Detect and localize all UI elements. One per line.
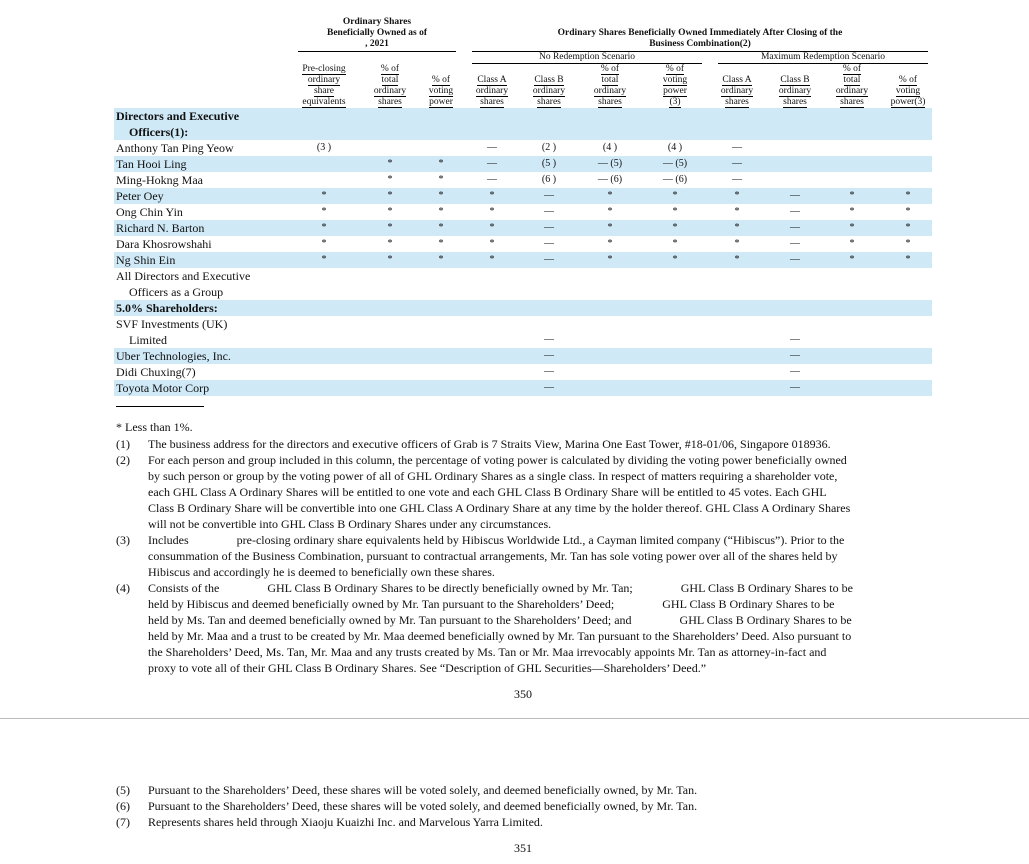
column-header-line: power: [429, 97, 453, 107]
column-header-6: [584, 64, 636, 108]
table-cell: *: [438, 222, 444, 233]
table-cell: (4 ): [667, 142, 683, 153]
footnote-line: held by Mr. Maa and a trust to be created by Mr. Maa deemed beneficially owned by Mr. Tan pursuant to the Shareholders’ Deed. Also pursuant to: [148, 629, 852, 643]
footnote-line: held by Hibiscus and deemed beneficially owned by Mr. Tan pursuant to the Shareholders’ Deed; GHL Class B Ordinary Shares to be: [148, 597, 835, 611]
table-cell: *: [607, 206, 613, 217]
table-cell: *: [905, 222, 911, 233]
table-cell: — (5): [597, 158, 623, 169]
footnote-line: consummation of the Business Combination, pursuant to contractual arrangements, Mr. Tan has sole voting power over all of the shares held by: [148, 549, 838, 563]
row-label: Ong Chin Yin: [116, 205, 183, 219]
table-cell: — (5): [662, 158, 688, 169]
group-header-after-closing: Ordinary Shares Beneficially Owned Immediately After Closing of the Business Combination(2): [557, 28, 843, 49]
table-cell: —: [790, 334, 800, 345]
column-header-line: voting: [662, 75, 688, 85]
table-cell: —: [732, 158, 742, 169]
table-cell: — (6): [662, 174, 688, 185]
footnote-number: (1): [116, 437, 130, 451]
table-cell: *: [321, 222, 327, 233]
column-header-line: ordinary: [835, 86, 869, 96]
table-cell: *: [607, 254, 613, 265]
column-header-line: equivalents: [302, 97, 346, 107]
footnote-line: proxy to vote all of their GHL Class B Ordinary Shares. See “Description of GHL Securities—Shareholders’ Deed.”: [148, 661, 707, 675]
table-cell: —: [790, 350, 800, 361]
column-header-5: [524, 75, 574, 108]
footnote-line: Hibiscus and accordingly he is deemed to beneficially own these shares.: [148, 565, 495, 579]
table-cell: *: [734, 206, 740, 217]
table-cell: —: [544, 254, 554, 265]
table-cell: —: [487, 174, 497, 185]
footnote-line: the Shareholders’ Deed, Ms. Tan, Mr. Maa and any trusts created by Ms. Tan or Mr. Maa irrevocably appoints Mr. Tan as attorney-in-fact and: [148, 645, 827, 659]
row-label: Officers as a Group: [129, 285, 224, 299]
column-header-line: share: [313, 86, 335, 96]
column-header-2: [364, 64, 416, 108]
group-underline-current: [298, 51, 456, 52]
row-label: Peter Oey: [116, 189, 164, 203]
table-cell: *: [321, 206, 327, 217]
table-cell: (6 ): [541, 174, 557, 185]
column-header-line: % of: [380, 64, 400, 74]
column-header-line: ordinary: [532, 86, 566, 96]
table-cell: —: [544, 350, 554, 361]
column-header-line: Class B: [780, 75, 810, 85]
table-cell: *: [438, 254, 444, 265]
footnote-line: held by Ms. Tan and deemed beneficially owned by Mr. Tan pursuant to the Shareholders’ Deed; and GHL Class B Ordinary Shares to be: [148, 613, 852, 627]
table-cell: (4 ): [602, 142, 618, 153]
footnote-number: (6): [116, 799, 130, 813]
column-header-line: shares: [783, 97, 807, 107]
column-header-line: Class A: [477, 75, 507, 85]
column-header-4: [469, 75, 515, 108]
table-cell: *: [489, 206, 495, 217]
column-header-line: ordinary: [778, 86, 812, 96]
no-redemption-header: No Redemption Scenario: [538, 52, 636, 62]
table-cell: *: [387, 206, 393, 217]
footnote-line: The business address for the directors and executive officers of Grab is 7 Straits View, Marina One East Tower, #18-01/06, Singapore 018936.: [148, 437, 831, 451]
column-header-line: Pre-closing: [302, 64, 346, 74]
table-cell: —: [544, 382, 554, 393]
table-cell: *: [607, 238, 613, 249]
column-header-line: shares: [598, 97, 622, 107]
table-cell: *: [321, 254, 327, 265]
column-header-line: shares: [840, 97, 864, 107]
row-label: Ng Shin Ein: [116, 253, 176, 267]
table-cell: *: [489, 254, 495, 265]
footnote-line: For each person and group included in this column, the percentage of voting power is calculated by dividing the voting power beneficially owned: [148, 453, 847, 467]
table-cell: —: [790, 382, 800, 393]
column-header-line: Class A: [722, 75, 752, 85]
row-label: Didi Chuxing(7): [116, 365, 196, 379]
column-header-line: voting: [428, 86, 454, 96]
max-redemption-header: Maximum Redemption Scenario: [760, 52, 885, 62]
table-cell: *: [387, 190, 393, 201]
column-header-line: % of: [431, 75, 451, 85]
column-header-line: Class B: [534, 75, 564, 85]
table-cell: *: [849, 222, 855, 233]
row-label: Directors and Executive: [116, 109, 240, 123]
footnote-line: Represents shares held through Xiaoju Kuaizhi Inc. and Marvelous Yarra Limited.: [148, 815, 543, 829]
row-label: Limited: [129, 333, 167, 347]
column-header-11: [883, 75, 933, 108]
table-cell: *: [734, 222, 740, 233]
column-header-8: [713, 75, 761, 108]
column-header-line: total: [601, 75, 619, 85]
column-header-line: power: [663, 86, 687, 96]
column-header-line: % of: [665, 64, 685, 74]
table-cell: —: [790, 238, 800, 249]
table-cell: *: [672, 254, 678, 265]
table-cell: *: [438, 158, 444, 169]
table-cell: —: [790, 254, 800, 265]
table-cell: *: [607, 190, 613, 201]
table-cell: *: [734, 238, 740, 249]
footnote-number: (5): [116, 783, 130, 797]
table-cell: *: [905, 190, 911, 201]
column-header-line: ordinary: [475, 86, 509, 96]
table-cell: *: [905, 206, 911, 217]
page-number-350: 350: [514, 687, 532, 701]
page-divider: [0, 718, 1029, 719]
row-label: Anthony Tan Ping Yeow: [116, 141, 234, 155]
table-cell: —: [544, 366, 554, 377]
table-cell: *: [489, 190, 495, 201]
row-label: 5.0% Shareholders:: [116, 301, 218, 315]
column-header-line: total: [843, 75, 861, 85]
row-label: Ming-Hokng Maa: [116, 173, 203, 187]
column-header-10: [826, 64, 878, 108]
table-cell: *: [387, 238, 393, 249]
column-header-line: ordinary: [720, 86, 754, 96]
footnote-line: Pursuant to the Shareholders’ Deed, these shares will be voted solely, and deemed beneficially owned, by Mr. Tan.: [148, 799, 698, 813]
row-band: [114, 124, 932, 140]
column-header-line: ordinary: [593, 86, 627, 96]
table-cell: —: [732, 174, 742, 185]
column-header-9: [771, 75, 819, 108]
footnote-line: will not be convertible into GHL Class B Ordinary Shares under any circumstances.: [148, 517, 552, 531]
row-label: Richard N. Barton: [116, 221, 205, 235]
column-header-line: ordinary: [373, 86, 407, 96]
table-cell: *: [321, 190, 327, 201]
table-cell: —: [790, 366, 800, 377]
table-cell: *: [438, 238, 444, 249]
table-cell: (2 ): [541, 142, 557, 153]
column-header-line: total: [381, 75, 399, 85]
footnote-number: (3): [116, 533, 130, 547]
footnote-line: by such person or group by the voting power of all of GHL Ordinary Shares as a single class. In respect of matters requiring a shareholder vote,: [148, 469, 838, 483]
footnote-line: Includes pre-closing ordinary share equivalents held by Hibiscus Worldwide Ltd., a Cayman limited company (“Hibiscus”). Prior to the: [148, 533, 845, 547]
column-header-3: [421, 75, 461, 108]
footnote-line: Pursuant to the Shareholders’ Deed, these shares will be voted solely, and deemed beneficially owned, by Mr. Tan.: [148, 783, 698, 797]
table-cell: *: [438, 174, 444, 185]
row-label: Tan Hooi Ling: [116, 157, 187, 171]
table-cell: —: [544, 334, 554, 345]
row-label: Dara Khosrowshahi: [116, 237, 212, 251]
max-redemption-underline: [718, 63, 928, 64]
footnote-line: Class B Ordinary Share will be convertible into one GHL Class A Ordinary Share at any time by the holder thereof. GHL Class A Ordinary Shares: [148, 501, 851, 515]
footnote-line: Consists of the GHL Class B Ordinary Shares to be directly beneficially owned by Mr. Tan; GHL Class B Ordinary Shares to be: [148, 581, 853, 595]
table-cell: *: [672, 222, 678, 233]
row-label: Officers(1):: [129, 125, 189, 139]
footnote-number: (7): [116, 815, 130, 829]
table-cell: —: [544, 206, 554, 217]
table-cell: (3 ): [316, 142, 332, 153]
column-header-line: shares: [378, 97, 402, 107]
table-cell: *: [905, 254, 911, 265]
column-header-line: voting: [895, 86, 921, 96]
row-label: Toyota Motor Corp: [116, 381, 210, 395]
table-cell: *: [321, 238, 327, 249]
column-header-line: ordinary: [307, 75, 341, 85]
row-band: [114, 156, 932, 172]
column-header-line: (3): [669, 97, 681, 107]
table-cell: —: [544, 222, 554, 233]
table-cell: *: [849, 254, 855, 265]
table-cell: —: [790, 222, 800, 233]
table-cell: —: [790, 206, 800, 217]
table-cell: *: [672, 238, 678, 249]
column-header-line: shares: [480, 97, 504, 107]
table-cell: *: [734, 254, 740, 265]
row-label: Uber Technologies, Inc.: [116, 349, 231, 363]
table-cell: *: [849, 238, 855, 249]
row-label: All Directors and Executive: [116, 269, 251, 283]
table-cell: *: [489, 238, 495, 249]
table-cell: —: [732, 142, 742, 153]
table-cell: *: [387, 222, 393, 233]
table-cell: *: [849, 206, 855, 217]
table-cell: —: [790, 190, 800, 201]
table-cell: *: [672, 206, 678, 217]
footnote-number: (4): [116, 581, 130, 595]
footnote-separator: [116, 406, 204, 407]
table-cell: *: [387, 158, 393, 169]
table-cell: *: [607, 222, 613, 233]
column-header-line: % of: [842, 64, 862, 74]
column-header-line: % of: [600, 64, 620, 74]
table-cell: *: [489, 222, 495, 233]
footnote-number: (2): [116, 453, 130, 467]
table-cell: — (6): [597, 174, 623, 185]
table-cell: *: [387, 174, 393, 185]
table-cell: *: [849, 190, 855, 201]
table-cell: *: [905, 238, 911, 249]
table-cell: —: [487, 158, 497, 169]
column-header-line: shares: [725, 97, 749, 107]
table-cell: *: [672, 190, 678, 201]
footnote-less-than-one: * Less than 1%.: [116, 420, 193, 434]
column-header-1: [292, 64, 356, 108]
page-number-351: 351: [514, 841, 532, 855]
column-header-line: % of: [898, 75, 918, 85]
row-label: SVF Investments (UK): [116, 317, 228, 331]
table-cell: —: [544, 238, 554, 249]
table-cell: —: [487, 142, 497, 153]
group-header-current: Ordinary Shares Beneficially Owned as of , 2021: [326, 17, 427, 49]
row-band: [114, 300, 932, 316]
column-header-line: power(3): [890, 97, 926, 107]
table-cell: (5 ): [541, 158, 557, 169]
table-cell: *: [438, 190, 444, 201]
table-cell: *: [438, 206, 444, 217]
table-cell: *: [734, 190, 740, 201]
footnote-line: each GHL Class A Ordinary Shares will be entitled to one vote and each GHL Class B Ordinary Share will be entitled to 45 votes. Each GHL: [148, 485, 827, 499]
table-cell: —: [544, 190, 554, 201]
table-cell: *: [387, 254, 393, 265]
column-header-line: shares: [537, 97, 561, 107]
column-header-7: [651, 64, 699, 108]
